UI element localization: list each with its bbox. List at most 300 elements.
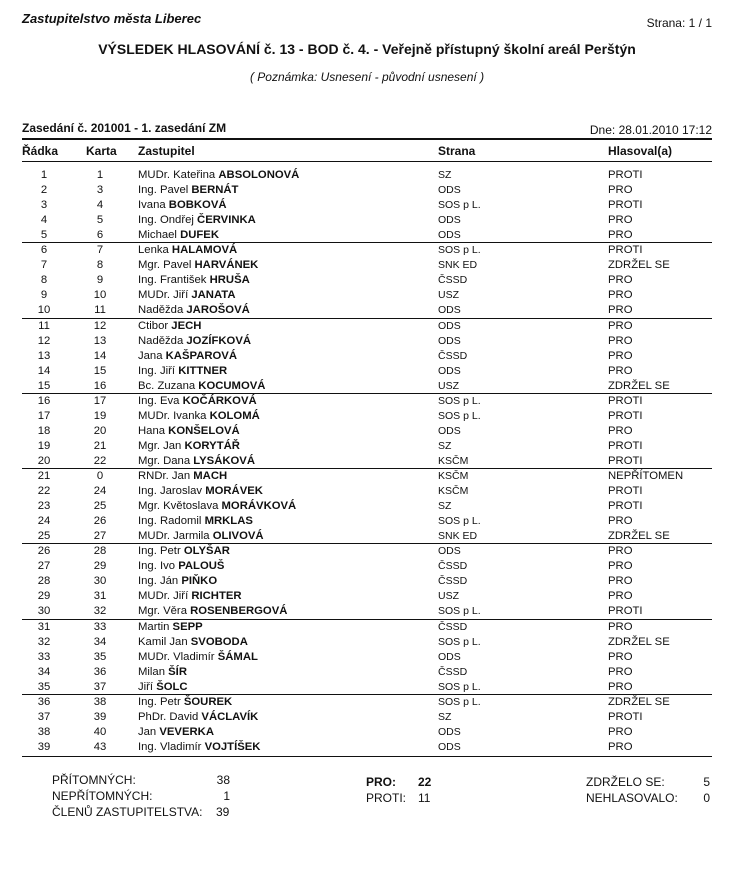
- table-row: [0, 183, 734, 198]
- representative-name: [138, 650, 258, 665]
- name-surname: VÁCLAVÍK: [201, 710, 259, 723]
- session-date: Dne: 28.01.2010 17:12: [589, 123, 712, 137]
- name-surname: MORÁVKOVÁ: [221, 500, 297, 513]
- name-title: Ing. Radomil: [138, 515, 202, 528]
- name-surname: PALOUŠ: [178, 560, 225, 573]
- representative-name: [138, 364, 227, 379]
- representative-name: [138, 499, 296, 514]
- vote-result: PRO: [608, 665, 633, 678]
- name-title: Ing. František: [138, 274, 207, 287]
- name-title: MUDr. Jarmila: [138, 530, 210, 543]
- party: SNK ED: [438, 259, 478, 272]
- card-number: 14: [93, 349, 107, 362]
- name-title: Jana: [138, 349, 163, 362]
- session-label: Zasedání č. 201001 - 1. zasedání ZM: [22, 121, 227, 135]
- vote-result: PRO: [608, 680, 633, 693]
- table-row: [0, 258, 734, 273]
- table-row: [0, 454, 734, 469]
- row-number: 5: [40, 229, 48, 242]
- party: ČSSD: [438, 665, 468, 678]
- representative-name: [138, 288, 235, 303]
- not-voted-count: 0: [703, 791, 710, 805]
- card-number: 40: [93, 725, 107, 738]
- row-number: 13: [37, 349, 51, 362]
- card-number: 5: [96, 214, 104, 227]
- representative-name: [138, 258, 258, 273]
- party: ČSSD: [438, 575, 468, 588]
- party: ODS: [438, 364, 461, 377]
- party: SZ: [438, 710, 452, 723]
- card-number: 19: [93, 409, 107, 422]
- table-row: [0, 544, 734, 559]
- row-number: 32: [37, 635, 51, 648]
- vote-result: PRO: [608, 319, 633, 332]
- name-title: MUDr. Kateřina: [138, 169, 216, 181]
- representative-name: [138, 529, 264, 544]
- party: ČSSD: [438, 274, 468, 287]
- representative-name: [138, 424, 240, 439]
- vote-result: PRO: [608, 424, 633, 437]
- party: SZ: [438, 169, 452, 181]
- vote-result: PRO: [608, 349, 633, 362]
- party: KSČM: [438, 470, 469, 482]
- row-number: 21: [37, 470, 51, 482]
- name-surname: JOZÍFKOVÁ: [186, 334, 252, 347]
- table-row: [0, 665, 734, 680]
- row-number: 8: [40, 274, 48, 287]
- column-header-karta: Karta: [86, 144, 117, 158]
- party: SOS p L.: [438, 409, 481, 422]
- card-number: 13: [93, 334, 107, 347]
- proti-label: PROTI:: [366, 791, 407, 805]
- table-row: [0, 243, 734, 258]
- table-row: [0, 424, 734, 439]
- card-number: 4: [96, 199, 104, 212]
- name-surname: VEVERKA: [159, 725, 214, 738]
- row-number: 27: [37, 560, 51, 573]
- name-title: Ivana: [138, 199, 166, 212]
- name-title: MUDr. Ivanka: [138, 409, 207, 422]
- name-surname: LYSÁKOVÁ: [193, 454, 255, 467]
- name-title: Ing. Vladimír: [138, 740, 202, 753]
- absent-count: 1: [223, 789, 230, 803]
- name-surname: KAŠPAROVÁ: [165, 349, 237, 362]
- name-surname: BOBKOVÁ: [168, 199, 227, 212]
- vote-result: PROTI: [608, 394, 643, 407]
- table-row: [0, 680, 734, 695]
- name-title: Ing. Jaroslav: [138, 485, 203, 498]
- card-number: 17: [93, 394, 107, 407]
- vote-result: PRO: [608, 334, 633, 347]
- representative-name: [138, 213, 256, 228]
- absent-label: NEPŘÍTOMNÝCH:: [52, 789, 153, 803]
- present-count: 38: [216, 773, 230, 787]
- vote-result: PRO: [608, 364, 633, 377]
- table-row: [0, 589, 734, 604]
- representative-name: [138, 695, 232, 710]
- representative-name: [138, 725, 214, 740]
- table-row: [0, 334, 734, 349]
- row-number: 34: [37, 665, 51, 678]
- party: KSČM: [438, 485, 469, 498]
- card-number: 38: [93, 695, 107, 708]
- name-title: Martin: [138, 620, 170, 633]
- column-header-strana: Strana: [438, 144, 476, 158]
- name-surname: MORÁVEK: [205, 485, 263, 498]
- row-number: 17: [37, 409, 51, 422]
- name-title: MUDr. Jiří: [138, 590, 189, 603]
- name-title: PhDr. David: [138, 710, 199, 723]
- name-surname: ROSENBERGOVÁ: [190, 605, 288, 618]
- name-surname: ČERVINKA: [197, 214, 256, 227]
- representative-name: [138, 665, 187, 680]
- representative-name: [138, 183, 238, 198]
- vote-result: PRO: [608, 575, 633, 588]
- name-surname: OLIVOVÁ: [212, 530, 264, 543]
- vote-result: PRO: [608, 650, 633, 663]
- vote-result: ZDRŽEL SE: [608, 379, 670, 392]
- card-number: 22: [93, 454, 107, 467]
- vote-result: PROTI: [608, 439, 643, 452]
- table-end-divider: [22, 756, 712, 757]
- representative-name: [138, 319, 201, 334]
- card-number: 28: [93, 545, 107, 558]
- row-number: 16: [37, 394, 51, 407]
- vote-result: PRO: [608, 515, 633, 528]
- name-surname: HARVÁNEK: [194, 259, 259, 272]
- vote-result: ZDRŽEL SE: [608, 259, 670, 272]
- card-number: 0: [96, 470, 104, 482]
- name-surname: SVOBODA: [190, 635, 248, 648]
- vote-result: PROTI: [608, 454, 643, 467]
- pro-label: PRO:: [366, 775, 396, 789]
- vote-result: PRO: [608, 184, 633, 197]
- vote-result: PRO: [608, 740, 633, 753]
- party: ČSSD: [438, 349, 468, 362]
- row-number: 3: [40, 199, 48, 212]
- name-surname: SEPP: [172, 620, 203, 633]
- name-surname: BERNÁT: [191, 184, 239, 197]
- abstained-label: ZDRŽELO SE:: [586, 775, 665, 789]
- name-title: Ing. Petr: [138, 545, 181, 558]
- card-number: 12: [93, 319, 107, 332]
- card-number: 21: [93, 439, 107, 452]
- row-number: 1: [40, 169, 48, 181]
- table-row: [0, 635, 734, 650]
- table-row: [0, 484, 734, 499]
- table-row: [0, 409, 734, 424]
- proti-count: 11: [418, 791, 431, 805]
- card-number: 9: [96, 274, 104, 287]
- table-row: [0, 364, 734, 379]
- name-title: Mgr. Pavel: [138, 259, 192, 272]
- name-surname: ŠOUREK: [183, 695, 233, 708]
- table-row: [0, 469, 734, 484]
- card-number: 10: [93, 289, 107, 302]
- name-surname: MRKLAS: [204, 515, 253, 528]
- representative-name: [138, 273, 250, 288]
- name-title: Lenka: [138, 244, 169, 257]
- row-number: 28: [37, 575, 51, 588]
- name-title: Mgr. Květoslava: [138, 500, 219, 513]
- name-surname: KOCUMOVÁ: [198, 379, 266, 392]
- card-number: 35: [93, 650, 107, 663]
- name-surname: ŠÁMAL: [217, 650, 258, 663]
- representative-name: [138, 710, 258, 725]
- table-header: [0, 144, 734, 160]
- abstained-count: 5: [703, 775, 710, 789]
- party: ODS: [438, 725, 461, 738]
- table-row: [0, 604, 734, 619]
- card-number: 37: [93, 680, 107, 693]
- row-number: 37: [37, 710, 51, 723]
- representative-name: [138, 303, 250, 318]
- card-number: 29: [93, 560, 107, 573]
- party: ČSSD: [438, 560, 468, 573]
- party: ČSSD: [438, 620, 468, 633]
- party: KSČM: [438, 454, 469, 467]
- name-title: MUDr. Vladimír: [138, 650, 215, 663]
- table-row: [0, 695, 734, 710]
- organization-title: Zastupitelstvo města Liberec: [22, 11, 202, 26]
- party: ODS: [438, 304, 461, 317]
- name-surname: DUFEK: [180, 229, 219, 242]
- party: SZ: [438, 500, 452, 513]
- name-surname: JECH: [171, 319, 202, 332]
- vote-result: PROTI: [608, 500, 643, 513]
- table-row: [0, 288, 734, 303]
- row-number: 20: [37, 454, 51, 467]
- row-number: 4: [40, 214, 48, 227]
- representative-name: [138, 589, 242, 604]
- party: ODS: [438, 424, 461, 437]
- row-number: 25: [37, 530, 51, 543]
- name-surname: ŠOLC: [156, 680, 188, 693]
- name-title: Bc. Zuzana: [138, 379, 196, 392]
- party: SOS p L.: [438, 199, 481, 212]
- name-surname: KOČÁRKOVÁ: [182, 394, 257, 407]
- party: ODS: [438, 184, 461, 197]
- row-number: 7: [40, 259, 48, 272]
- vote-result: PRO: [608, 590, 633, 603]
- name-surname: KITTNER: [178, 364, 228, 377]
- row-number: 6: [40, 244, 48, 257]
- party: ODS: [438, 740, 461, 753]
- table-row: [0, 574, 734, 589]
- name-title: Ing. Petr: [138, 695, 181, 708]
- name-title: Ing. Ján: [138, 575, 179, 588]
- representative-name: [138, 409, 260, 424]
- table-row: [0, 394, 734, 409]
- name-surname: KONŠELOVÁ: [168, 424, 240, 437]
- row-number: 22: [37, 485, 51, 498]
- name-surname: OLYŠAR: [183, 545, 230, 558]
- name-surname: PIŇKO: [181, 575, 218, 588]
- card-number: 32: [93, 605, 107, 618]
- table-header-divider: [22, 161, 712, 162]
- row-number: 10: [37, 304, 51, 317]
- table-row: [0, 319, 734, 334]
- card-number: 8: [96, 259, 104, 272]
- name-title: Jiří: [138, 680, 154, 693]
- table-row: [0, 379, 734, 394]
- name-surname: KORYTÁŘ: [184, 439, 240, 452]
- name-surname: VOJTÍŠEK: [204, 740, 261, 753]
- name-title: Ing. Pavel: [138, 184, 189, 197]
- name-title: Mgr. Věra: [138, 605, 187, 618]
- table-row: [0, 499, 734, 514]
- members-label: ČLENŮ ZASTUPITELSTVA:: [52, 805, 203, 819]
- vote-result: PRO: [608, 620, 633, 633]
- page-number: Strana: 1 / 1: [646, 16, 712, 30]
- name-title: MUDr. Jiří: [138, 289, 189, 302]
- card-number: 34: [93, 635, 107, 648]
- name-surname: MACH: [193, 470, 228, 482]
- table-row: [0, 439, 734, 454]
- card-number: 25: [93, 500, 107, 513]
- name-title: Milan: [138, 665, 165, 678]
- card-number: 26: [93, 515, 107, 528]
- representative-name: [138, 168, 299, 183]
- name-surname: KOLOMÁ: [209, 409, 260, 422]
- column-header-radka: Řádka: [22, 144, 59, 158]
- name-surname: HALAMOVÁ: [171, 244, 238, 257]
- note: ( Poznámka: Usnesení - původní usnesení ): [249, 70, 485, 84]
- row-number: 29: [37, 590, 51, 603]
- card-number: 3: [96, 184, 104, 197]
- not-voted-label: NEHLASOVALO:: [586, 791, 678, 805]
- vote-result: PRO: [608, 725, 633, 738]
- vote-result: PROTI: [608, 199, 643, 212]
- row-number: 18: [37, 424, 51, 437]
- party: SOS p L.: [438, 244, 481, 257]
- vote-result: PRO: [608, 229, 633, 242]
- row-number: 30: [37, 605, 51, 618]
- representative-name: [138, 334, 251, 349]
- party: ODS: [438, 334, 461, 347]
- party: USZ: [438, 379, 459, 392]
- vote-result: PROTI: [608, 710, 643, 723]
- card-number: 27: [93, 530, 107, 543]
- party: ODS: [438, 229, 461, 242]
- representative-name: [138, 454, 255, 469]
- row-number: 24: [37, 515, 51, 528]
- card-number: 43: [93, 740, 107, 753]
- name-title: Ing. Ivo: [138, 560, 176, 573]
- representative-name: [138, 484, 263, 499]
- card-number: 39: [93, 710, 107, 723]
- row-number: 2: [40, 184, 48, 197]
- party: ODS: [438, 319, 461, 332]
- card-number: 1: [96, 169, 104, 181]
- representative-name: [138, 740, 260, 755]
- column-header-zastupitel: Zastupitel: [138, 144, 195, 158]
- row-number: 23: [37, 500, 51, 513]
- row-number: 19: [37, 439, 51, 452]
- party: SNK ED: [438, 530, 478, 543]
- representative-name: [138, 243, 237, 258]
- card-number: 11: [94, 304, 106, 317]
- row-number: 36: [37, 695, 51, 708]
- pro-count: 22: [418, 775, 432, 789]
- name-title: Ctibor: [138, 319, 169, 332]
- name-title: Mgr. Jan: [138, 439, 182, 452]
- card-number: 24: [93, 485, 107, 498]
- table-row: [0, 740, 734, 755]
- name-title: Ing. Jiří: [138, 364, 176, 377]
- representative-name: [138, 379, 265, 394]
- vote-result: NEPŘÍTOMEN: [608, 470, 684, 482]
- vote-result: PRO: [608, 214, 633, 227]
- row-number: 38: [37, 725, 51, 738]
- name-surname: RICHTER: [191, 590, 242, 603]
- party: SOS p L.: [438, 605, 481, 618]
- table-row: [0, 198, 734, 213]
- row-number: 11: [38, 319, 50, 332]
- vote-result: PROTI: [608, 485, 643, 498]
- card-number: 15: [93, 364, 107, 377]
- name-surname: JAROŠOVÁ: [186, 304, 250, 317]
- party: SOS p L.: [438, 515, 481, 528]
- table-row: [0, 529, 734, 544]
- party: SOS p L.: [438, 635, 481, 648]
- representative-name: [138, 604, 287, 619]
- card-number: 20: [93, 424, 107, 437]
- vote-result: PRO: [608, 274, 633, 287]
- representative-name: [138, 469, 227, 484]
- representative-name: [138, 514, 253, 529]
- vote-result: ZDRŽEL SE: [608, 530, 670, 543]
- card-number: 16: [93, 379, 107, 392]
- table-row: [0, 303, 734, 318]
- party: ODS: [438, 545, 461, 558]
- name-surname: ŠÍR: [168, 665, 187, 678]
- name-title: Naděžda: [138, 304, 184, 317]
- vote-result: ZDRŽEL SE: [608, 695, 670, 708]
- vote-result: PRO: [608, 304, 633, 317]
- row-number: 26: [37, 545, 51, 558]
- representative-name: [138, 574, 217, 589]
- party: ODS: [438, 214, 461, 227]
- row-number: 35: [37, 680, 51, 693]
- representative-name: [138, 349, 237, 364]
- table-row: [0, 349, 734, 364]
- document-title: VÝSLEDEK HLASOVÁNÍ č. 13 - BOD č. 4. - Veřejně přístupný školní areál Perštýn: [98, 41, 636, 57]
- vote-result: PROTI: [608, 244, 643, 257]
- present-label: PŘÍTOMNÝCH:: [52, 773, 136, 787]
- row-number: 14: [37, 364, 51, 377]
- name-title: Ing. Eva: [138, 394, 180, 407]
- name-title: Kamil Jan: [138, 635, 188, 648]
- table-row: [0, 273, 734, 288]
- representative-name: [138, 394, 257, 409]
- party: SZ: [438, 439, 452, 452]
- row-number: 31: [37, 620, 51, 633]
- name-title: Mgr. Dana: [138, 454, 191, 467]
- party: SOS p L.: [438, 680, 481, 693]
- name-surname: HRUŠA: [209, 274, 250, 287]
- table-row: [0, 725, 734, 740]
- representative-name: [138, 439, 240, 454]
- row-number: 12: [37, 334, 51, 347]
- table-row: [0, 168, 734, 183]
- column-header-hlasoval: Hlasoval(a): [608, 144, 673, 158]
- row-number: 9: [40, 289, 48, 302]
- vote-result: ZDRŽEL SE: [608, 635, 670, 648]
- representative-name: [138, 635, 248, 650]
- name-surname: ABSOLONOVÁ: [218, 169, 300, 181]
- row-number: 39: [37, 740, 51, 753]
